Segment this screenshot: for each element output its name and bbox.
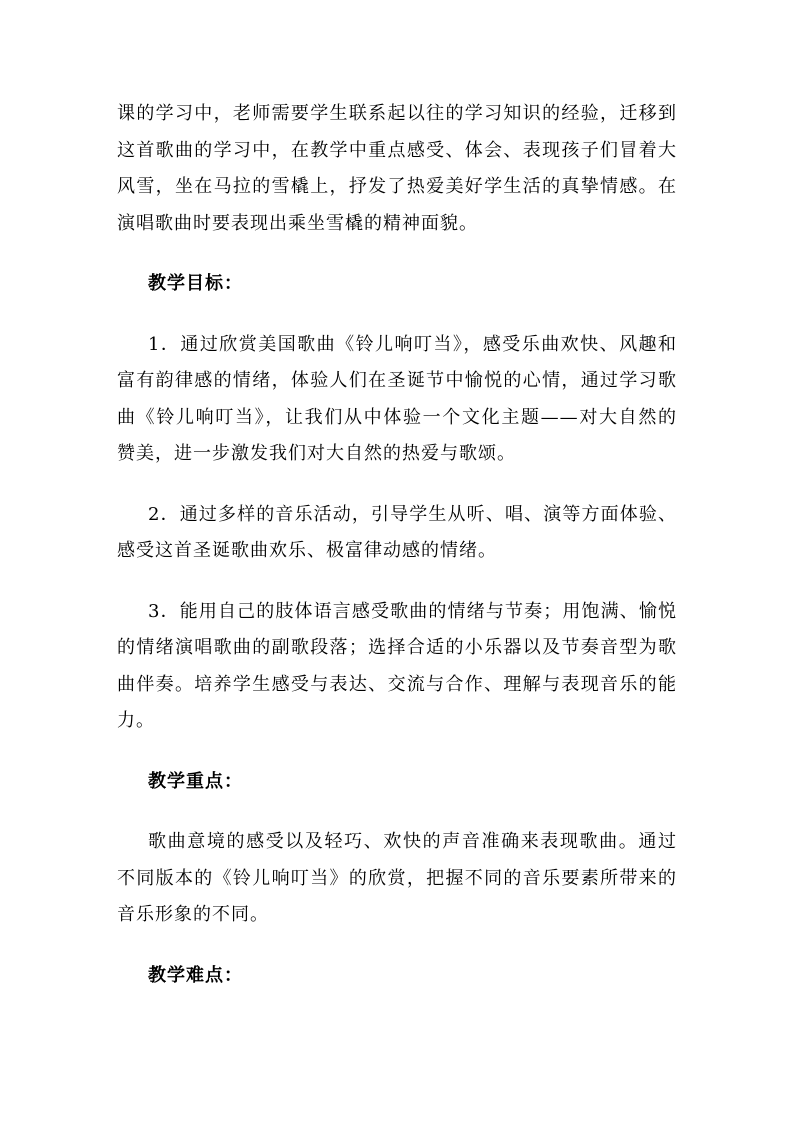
teaching-key-heading: 教学重点：	[148, 770, 243, 792]
goal-3-paragraph: 3．能用自己的肢体语言感受歌曲的情绪与节奏；用饱满、愉悦的情绪演唱歌曲的副歌段落；选择合适的小乐器以及节奏音型为歌曲伴奏。培养学生感受与表达、交流与合作、理解与表现音乐的能力。	[117, 600, 677, 731]
intro-paragraph: 课的学习中，老师需要学生联系起以往的学习知识的经验，迁移到这首歌曲的学习中，在教学中重点感受、体会、表现孩子们冒着大风雪，坐在马拉的雪橇上，抒发了热爱美好学生活的真挚情感。在演唱歌曲时要表现出乘坐雪橇的精神面貌。	[117, 103, 677, 234]
teaching-goals-heading: 教学目标：	[148, 273, 243, 294]
teaching-difficulty-heading: 教学难点：	[148, 964, 243, 986]
goal-2-paragraph: 2．通过多样的音乐活动，引导学生从听、唱、演等方面体验、感受这首圣诞歌曲欢乐、极富律动感的情绪。	[117, 503, 677, 561]
goal-1-paragraph: 1．通过欣赏美国歌曲《铃儿响叮当》，感受乐曲欢快、风趣和富有韵律感的情绪，体验人们在圣诞节中愉悦的心情，通过学习歌曲《铃儿响叮当》，让我们从中体验一个文化主题——对大自然的赞美，进一步激发我们对大自然的热爱与歌颂。	[117, 333, 677, 464]
document-body	[117, 96, 677, 994]
teaching-key-paragraph: 歌曲意境的感受以及轻巧、欢快的声音准确来表现歌曲。通过不同版本的《铃儿响叮当》的欣赏，把握不同的音乐要素所带来的音乐形象的不同。	[117, 831, 677, 925]
